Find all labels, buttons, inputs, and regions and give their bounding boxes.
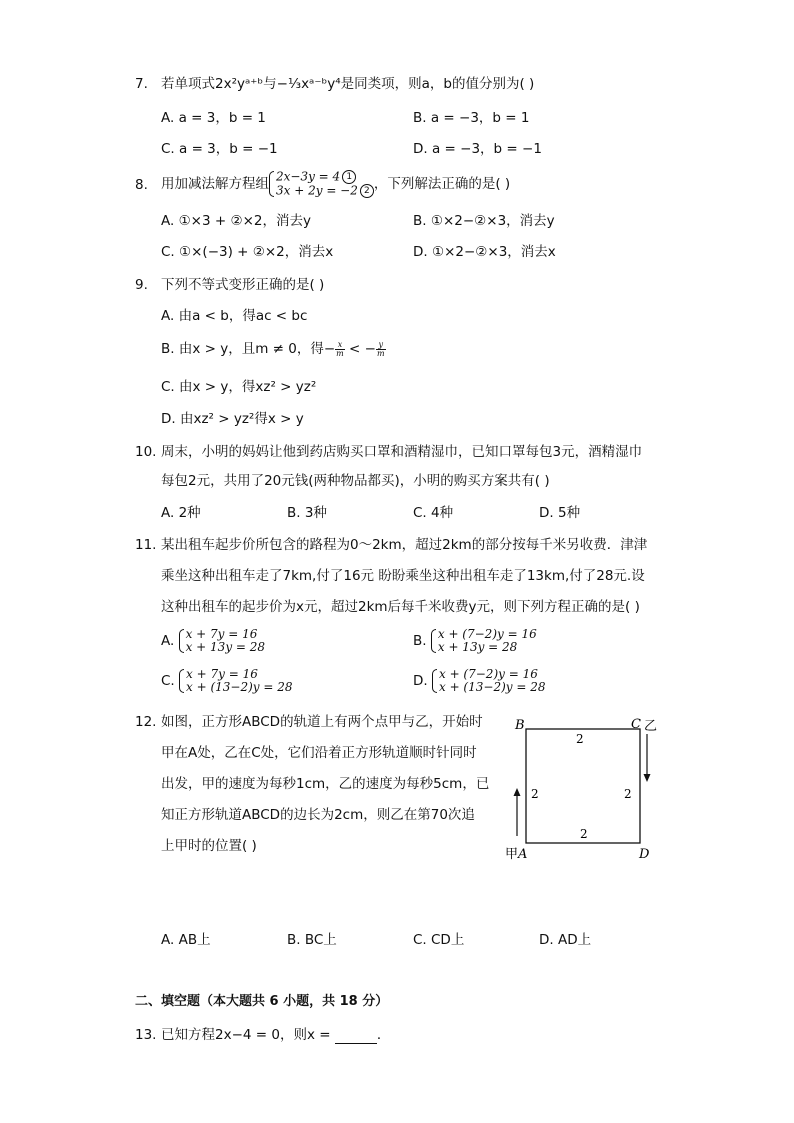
q9-option-b-text: B. 由x > y，且m ≠ 0，得− bbox=[161, 341, 336, 357]
q9-stem: 下列不等式变形正确的是( ) bbox=[161, 277, 325, 293]
q8-option-a[interactable]: A. ①×3 + ②×2，消去y bbox=[161, 213, 311, 229]
vertex-d-label: D bbox=[639, 847, 650, 862]
q12-line-2: 甲在A处，乙在C处，它们沿着正方形轨道顺时针同时 bbox=[161, 745, 477, 761]
q10-option-c[interactable]: C. 4种 bbox=[413, 505, 454, 521]
q11-option-d-system: x + (7−2)y = 16 x + (13−2)y = 28 bbox=[432, 668, 546, 694]
q8-option-b[interactable]: B. ①×2−②×3，消去y bbox=[413, 213, 555, 229]
q11-option-a-label: A. bbox=[161, 633, 175, 649]
yi-label: 乙 bbox=[644, 719, 658, 734]
q11-number: 11. bbox=[135, 537, 157, 553]
bottom-side-length: 2 bbox=[580, 827, 588, 841]
q11-option-b[interactable] bbox=[413, 626, 537, 656]
q9-option-a[interactable]: A. 由a < b，得ac < bc bbox=[161, 308, 308, 324]
q12-number: 12. bbox=[135, 714, 157, 730]
q11-option-d-label: D. bbox=[413, 673, 428, 689]
q10-line-1: 周末，小明的妈妈让他到药店购买口罩和酒精湿巾，已知口罩每包3元，酒精湿巾 bbox=[161, 444, 643, 460]
q12-line-5: 上甲时的位置( ) bbox=[161, 838, 257, 854]
square-track bbox=[526, 729, 640, 843]
q9-fraction-2: $\frac{y}{m}$ bbox=[376, 339, 385, 358]
circled-1-icon: 1 bbox=[342, 170, 356, 184]
q9-number: 9. bbox=[135, 277, 148, 293]
q12-line-4: 知正方形轨道ABCD的边长为2cm，则乙在第70次追 bbox=[161, 807, 475, 823]
q12-line-1: 如图，正方形ABCD的轨道上有两个点甲与乙，开始时 bbox=[161, 714, 483, 730]
q11-option-a[interactable] bbox=[161, 626, 265, 656]
q12-option-c[interactable]: C. CD上 bbox=[413, 932, 465, 948]
q9-option-b-mid: < − bbox=[344, 341, 376, 357]
circled-2-icon: 2 bbox=[360, 184, 374, 198]
q11-line-3: 这种出租车的起步价为x元，超过2km后每千米收费y元，则下列方程正确的是( ) bbox=[161, 599, 640, 615]
q8-stem-prefix: 用加减法解方程组 bbox=[161, 176, 269, 192]
q13-stem-end: ． bbox=[376, 1027, 391, 1043]
q13-stem bbox=[161, 1026, 390, 1044]
square-track-figure bbox=[500, 712, 660, 862]
q10-option-a[interactable]: A. 2种 bbox=[161, 505, 201, 521]
top-side-length: 2 bbox=[576, 732, 584, 746]
q7-option-a[interactable]: A. a = 3，b = 1 bbox=[161, 110, 266, 126]
q11-option-d[interactable] bbox=[413, 666, 546, 696]
q11-line-2: 乘坐这种出租车走了7km,付了16元 盼盼乘坐这种出租车走了13km,付了28元.设 bbox=[161, 568, 645, 584]
q13-answer-blank[interactable] bbox=[335, 1031, 377, 1044]
right-side-length: 2 bbox=[624, 787, 632, 801]
q9-option-d[interactable]: D. 由xz² > yz²得x > y bbox=[161, 411, 304, 427]
q11-line-1: 某出租车起步价所包含的路程为0～2km，超过2km的部分按每千米另收费．津津 bbox=[161, 537, 648, 553]
vertex-a-label: A bbox=[518, 847, 528, 862]
q8-eq2: 3x + 2y = −2 bbox=[276, 183, 358, 198]
q10-option-b[interactable]: B. 3种 bbox=[287, 505, 327, 521]
q8-eq1: 2x−3y = 4 bbox=[276, 169, 341, 184]
q8-option-c[interactable]: C. ①×(−3) + ②×2，消去x bbox=[161, 244, 334, 260]
vertex-c-label: C bbox=[631, 717, 641, 732]
left-side-length: 2 bbox=[531, 787, 539, 801]
q7-number: 7. bbox=[135, 76, 148, 92]
q10-number: 10. bbox=[135, 444, 157, 460]
q9-option-b[interactable] bbox=[161, 340, 386, 358]
q13-number: 13. bbox=[135, 1027, 157, 1043]
section-2-heading: 二、填空题（本大题共 6 小题，共 18 分） bbox=[135, 994, 389, 1009]
q11-option-c-label: C. bbox=[161, 673, 175, 689]
q9-fraction-1: $\frac{x}{m}$ bbox=[336, 339, 344, 358]
q9-option-c[interactable]: C. 由x > y，得xz² > yz² bbox=[161, 379, 317, 395]
q11-option-c-system: x + 7y = 16 x + (13−2)y = 28 bbox=[179, 668, 293, 694]
q7-stem: 若单项式2x²yᵃ⁺ᵇ与−⅓xᵃ⁻ᵇy⁴是同类项，则a，b的值分别为( ) bbox=[161, 76, 535, 92]
q8-stem-suffix: ，下列解法正确的是( ) bbox=[373, 176, 511, 192]
jia-arrow-head bbox=[514, 788, 521, 796]
q11-option-b-system: x + (7−2)y = 16 x + 13y = 28 bbox=[431, 628, 537, 654]
q11-option-b-label: B. bbox=[413, 633, 427, 649]
q12-option-a[interactable]: A. AB上 bbox=[161, 932, 211, 948]
q10-option-d[interactable]: D. 5种 bbox=[539, 505, 581, 521]
q13-stem-text: 已知方程2x−4 = 0，则x = bbox=[161, 1027, 335, 1043]
q7-option-c[interactable]: C. a = 3，b = −1 bbox=[161, 141, 278, 157]
q12-line-3: 出发，甲的速度为每秒1cm，乙的速度为每秒5cm，已 bbox=[161, 776, 490, 792]
jia-label: 甲 bbox=[505, 847, 519, 862]
vertex-b-label: B bbox=[515, 718, 525, 733]
q8-number: 8. bbox=[135, 177, 148, 193]
q8-option-d[interactable]: D. ①×2−②×3，消去x bbox=[413, 244, 556, 260]
q8-equation-system bbox=[269, 170, 374, 198]
q10-line-2: 每包2元，共用了20元钱(两种物品都买)，小明的购买方案共有( ) bbox=[161, 473, 550, 489]
q7-option-b[interactable]: B. a = −3，b = 1 bbox=[413, 110, 530, 126]
q11-option-a-system: x + 7y = 16 x + 13y = 28 bbox=[179, 628, 265, 654]
q12-option-d[interactable]: D. AD上 bbox=[539, 932, 592, 948]
yi-arrow-head bbox=[644, 774, 651, 782]
q7-option-d[interactable]: D. a = −3，b = −1 bbox=[413, 141, 542, 157]
q12-option-b[interactable]: B. BC上 bbox=[287, 932, 337, 948]
q11-option-c[interactable] bbox=[161, 666, 293, 696]
q8-stem bbox=[161, 168, 510, 200]
